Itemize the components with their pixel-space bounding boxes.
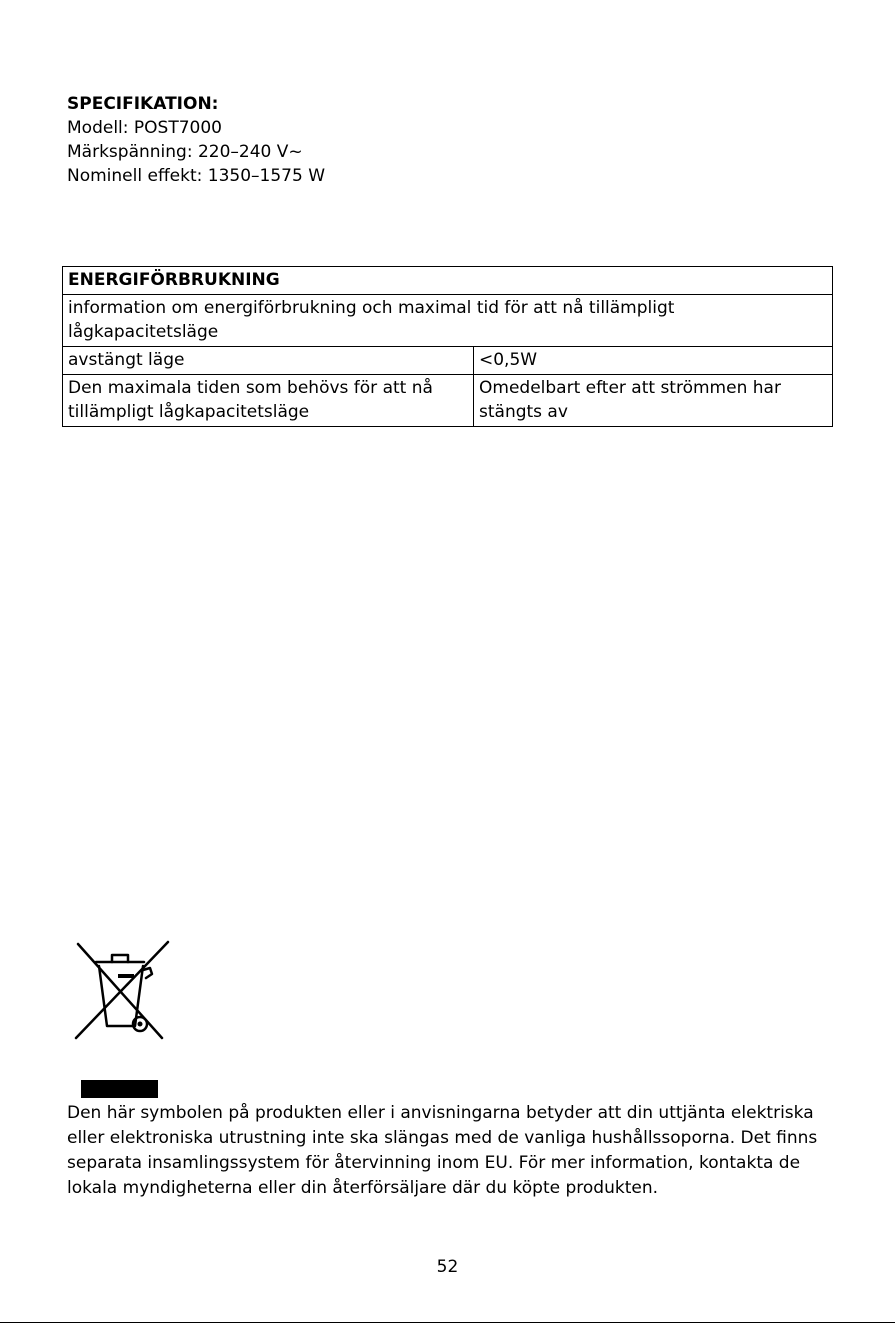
table-header-row [63, 267, 833, 295]
table-row [63, 375, 833, 427]
table-cell-label: avstängt läge [63, 347, 474, 375]
crossed-out-wheelie-bin-icon [66, 938, 174, 1042]
spec-model: Modell: POST7000 [67, 118, 222, 138]
table-intro-row [63, 295, 833, 347]
table-intro: information om energiförbrukning och maximal tid för att nå tillämpligt lågkapacitetsläge [63, 295, 833, 347]
table-cell-value: <0,5W [474, 347, 833, 375]
disposal-paragraph: Den här symbolen på produkten eller i anvisningarna betyder att din uttjänta elektriska eller elektroniska utrustning inte ska slängas med de vanliga hushållssoporna. Det finns separata insamlingssystem för återvinning inom EU. För mer information, kontakta de lokala myndigheterna eller din återförsäljare där du köpte produkten. [67, 1103, 818, 1198]
table-cell-label: Den maximala tiden som behövs för att nå tillämpligt lågkapacitetsläge [63, 375, 474, 427]
specification-title: SPECIFIKATION: [67, 94, 219, 114]
table-cell-value: Omedelbart efter att strömmen har stängts av [474, 375, 833, 427]
spec-power: Nominell effekt: 1350–1575 W [67, 166, 325, 186]
weee-solid-bar [81, 1080, 158, 1098]
table-header: ENERGIFÖRBRUKNING [63, 267, 833, 295]
specification-section [67, 92, 325, 188]
bottom-divider [0, 1322, 895, 1323]
table-row [63, 347, 833, 375]
spec-voltage: Märkspänning: 220–240 V~ [67, 142, 303, 162]
page-number: 52 [436, 1257, 459, 1277]
energy-consumption-table [62, 266, 833, 427]
